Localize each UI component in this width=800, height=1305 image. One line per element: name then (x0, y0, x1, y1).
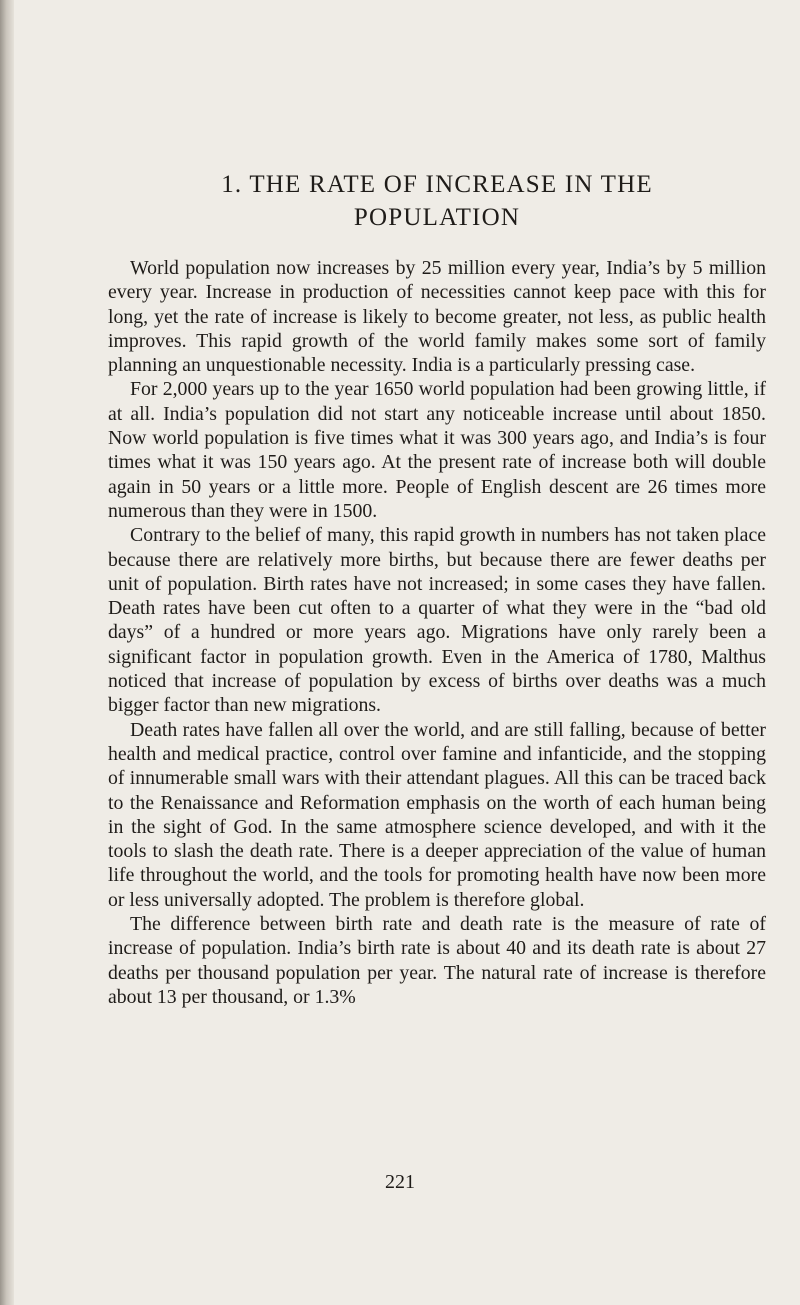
paragraph-4: Death rates have fallen all over the world, and are still falling, because of better health and medical practice, control over famine and infanticide, and the stopping of innumerable small wars with their attendant plagues. All this can be traced back to the Renaissance and Reformation emphasis on the worth of each human being in the sight of God. In the same atmosphere science developed, and with it the tools to slash the death rate. There is a deeper appreciation of the value of human life throughout the world, and the tools for promoting health have now been more or less universally adopted. The problem is therefore global. (108, 718, 766, 911)
binding-shadow (0, 0, 14, 1305)
paragraph-2: For 2,000 years up to the year 1650 world population had been growing little, if at all. India’s population did not start any noticeable increase until about 1850. Now world population is five times what it was 300 years ago, and India’s is four times what it was 150 years ago. At the present rate of increase both will double again in 50 years or a little more. People of English descent are 26 times more numerous than they were in 1500. (108, 378, 766, 522)
paragraph-1: World population now increases by 25 million every year, India’s by 5 million every year. Increase in production of necessities cannot keep pace with this for long, yet the rate of increase is likely to become greater, not less, as public health improves. This rapid growth of the world family makes some sort of family planning an unquestionable necessity. India is a particularly pressing case. (108, 257, 766, 377)
paragraph-5: The difference between birth rate and death rate is the measure of rate of increase of population. India’s birth rate is about 40 and its death rate is about 27 deaths per thousand population per year. The natural rate of increase is therefore about 13 per thousand, or 1.3% (108, 913, 766, 1008)
page-content (108, 168, 766, 1009)
body-text (108, 256, 766, 1009)
page-number: 221 (385, 1171, 415, 1193)
heading-line-2: POPULATION (353, 204, 521, 231)
heading-line-1: 1. THE RATE OF INCREASE IN THE (221, 171, 653, 198)
paragraph-3: Contrary to the belief of many, this rapid growth in numbers has not taken place because there are relatively more births, but because there are fewer deaths per unit of population. Birth rates have not increased; in some cases they have fallen. Death rates have been cut often to a quarter of what they were in the “bad old days” of a hundred or more years ago. Migrations have only rarely been a significant factor in population growth. Even in the America of 1780, Malthus noticed that increase of population by excess of births over deaths was a much bigger factor than new migrations. (108, 524, 766, 717)
chapter-heading (108, 168, 766, 234)
